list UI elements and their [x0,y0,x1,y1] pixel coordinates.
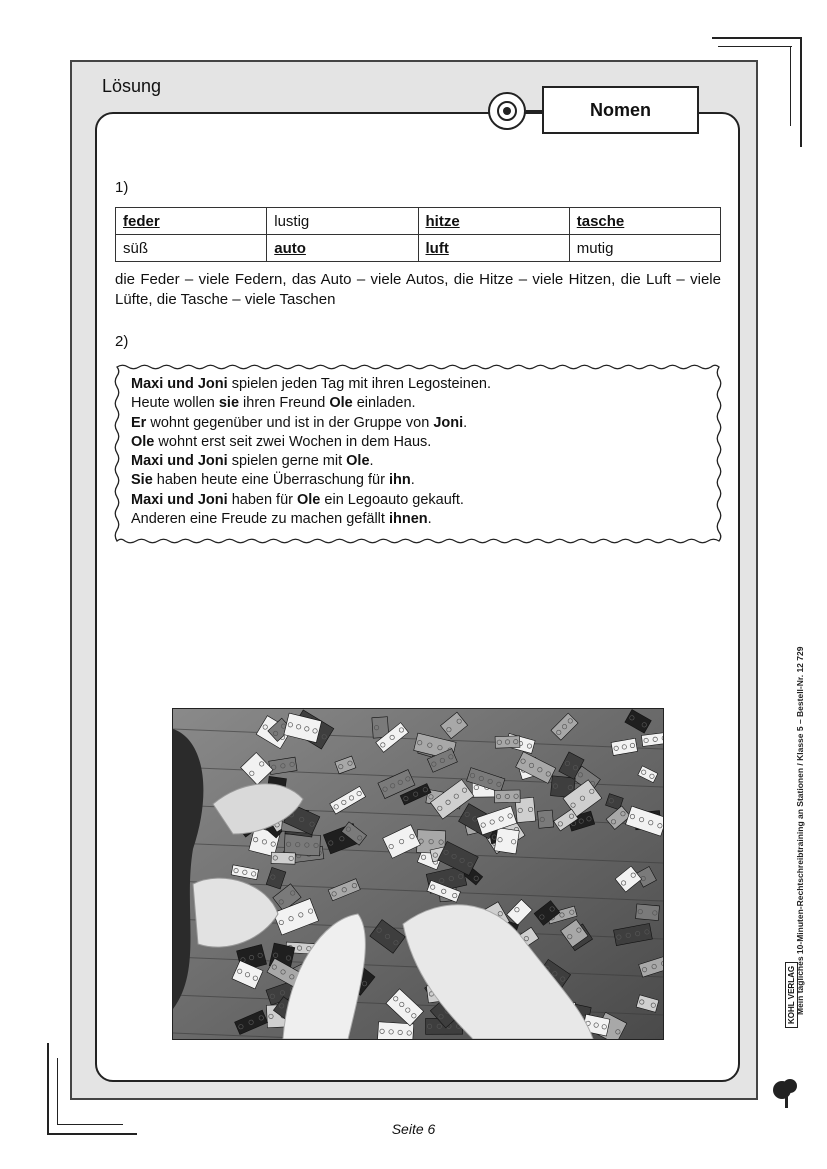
sentence-text: ein Legoauto gekauft. [320,491,464,508]
sentence-text: Anderen eine Freude zu machen gefällt [131,511,389,528]
sentence-line [131,414,491,433]
highlighted-word: Joni [433,414,464,431]
sentence-text: Heute wollen [131,395,219,412]
table-cell: luft [418,235,569,262]
sentence-line [131,491,491,510]
sentence-text: . [427,511,432,528]
table-cell: hitze [418,208,569,235]
table-cell: tasche [569,208,720,235]
highlighted-word: ihnen [388,511,428,528]
sentence-line [131,375,491,394]
sentence-line [131,394,491,413]
highlighted-word: Er [131,414,147,431]
table-cell: mutig [569,235,720,262]
sentence-text: . [410,472,415,489]
sentence-line [131,452,491,471]
highlighted-word: Maxi und Joni [131,376,228,392]
sentence-text: haben für [227,491,297,508]
lego-photo [172,708,664,1040]
highlighted-word: Sie [131,472,153,489]
highlighted-word: sie [218,395,240,412]
topic-title: Nomen [542,86,699,134]
highlighted-word: Ole [131,433,155,450]
sentence-list [131,375,491,529]
sentence-text: wohnt erst seit zwei Wochen in dem Haus. [154,433,432,450]
table-cell: lustig [267,208,418,235]
plural-answers: die Feder – viele Federn, das Auto – viele Autos, die Hitze – viele Hitzen, die Luft – viele Lüfte, die Tasche – viele Taschen [115,271,721,308]
table-row [116,208,721,235]
sentence-text: wohnt gegenüber und ist in der Gruppe von [146,414,434,431]
highlighted-word: ihn [388,472,411,489]
highlighted-word: Ole [297,491,321,508]
corner-line-top [800,37,802,147]
table-cell: feder [116,208,267,235]
highlighted-word: Ole [346,453,370,470]
solution-heading: Lösung [102,76,162,96]
highlighted-word: Maxi und Joni [131,491,228,508]
page-number: Seite 6 [391,1121,436,1137]
sentence-text: spielen jeden Tag mit ihren Legosteinen. [227,376,492,392]
tree-icon [770,1076,804,1110]
highlighted-word: Maxi und Joni [131,453,228,470]
corner-line-top [712,37,802,39]
target-icon [488,92,526,130]
corner-line-top [790,46,791,126]
highlighted-word: Ole [329,395,353,412]
word-table [115,207,721,262]
sentence-text: . [463,414,468,431]
corner-line-top [718,46,792,47]
table-cell: süß [116,235,267,262]
task-1-number: 1) [115,179,129,196]
sentence-line [131,510,491,529]
table-row [116,235,721,262]
product-info: Mein tägliches 10-Minuten-Rechtschreibtraining an Stationen / Klasse 5 – Bestell-Nr. 12 729 [795,646,805,1015]
sentence-line [131,433,491,452]
connector-line [526,110,542,112]
table-cell: auto [267,235,418,262]
corner-line-bottom [57,1058,58,1124]
task-2-number: 2) [115,333,129,350]
sentence-text: spielen gerne mit [227,453,347,470]
sentence-line [131,471,491,490]
sentence-text: ihren Freund [239,395,330,412]
sentence-text: haben heute eine Überraschung für [152,472,389,489]
sentence-text: einladen. [352,395,416,412]
publisher-logo: KOHL VERLAG [785,962,798,1028]
sentence-text: . [369,453,374,470]
